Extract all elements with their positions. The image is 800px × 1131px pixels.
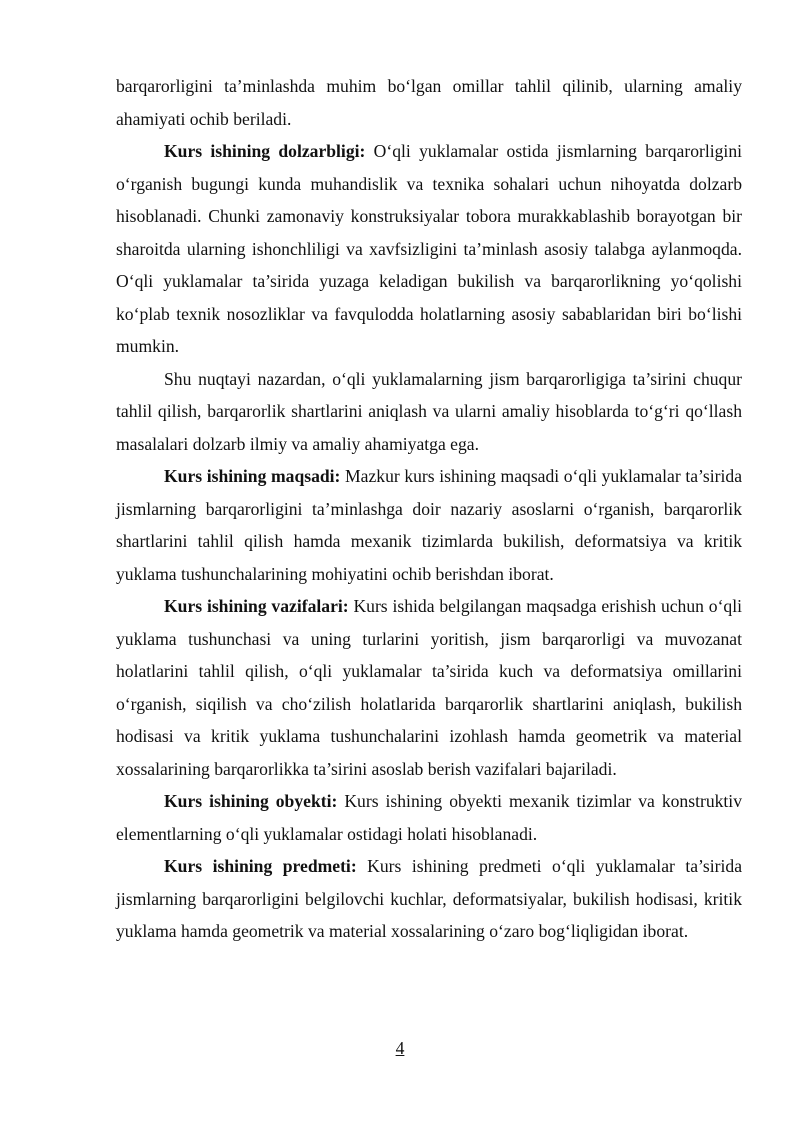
relevance-followup-paragraph (116, 363, 742, 461)
relevance-paragraph (116, 135, 742, 363)
object-text: Kurs ishining obyekti mexanik tizimlar va konstruktiv elementlarning o‘qli yuklamalar ostidagi holati hisoblanadi. (116, 791, 742, 844)
subject-text: Kurs ishining predmeti o‘qli yuklamalar ta’sirida jismlarning barqarorligini belgilovchi kuchlar, deformatsiyalar, bukilish hodisasi, kritik yuklama hamda geometrik va material xossalarining o‘zaro bog‘liqligidan iborat. (116, 856, 743, 941)
relevance-text: O‘qli yuklamalar ostida jismlarning barqarorligini o‘rganish bugungi kunda muhandislik va texnika sohalari uchun nihoyatda dolzarb hisoblanadi. Chunki zamonaviy konstruksiyalar tobora murakkablashib borayotgan bir sharoitda ularning ishonchliligi va xavfsizligini ta’minlash asosiy talabga aylanmoqda. O‘qli yuklamalar ta’sirida yuzaga keladigan bukilish va barqarorlikning yo‘qolishi ko‘plab texnik nosozliklar va favqulodda holatlarning asosiy sabablaridan biri bo‘lishi mumkin. (116, 141, 743, 356)
goal-paragraph (116, 460, 742, 590)
tasks-heading: Kurs ishining vazifalari: (164, 596, 349, 616)
object-heading: Kurs ishining obyekti: (164, 791, 338, 811)
subject-heading: Kurs ishining predmeti: (164, 856, 357, 876)
goal-heading: Kurs ishining maqsadi: (164, 466, 341, 486)
object-paragraph (116, 785, 742, 850)
continuation-paragraph: barqarorligini ta’minlashda muhim bo‘lgan omillar tahlil qilinib, ularning amaliy ahamiyati ochib beriladi. (116, 76, 742, 129)
relevance-heading: Kurs ishining dolzarbligi: (164, 141, 366, 161)
subject-paragraph (116, 850, 742, 948)
page-number (0, 1038, 800, 1059)
page-number-value: 4 (395, 1038, 405, 1058)
document-page (116, 70, 742, 948)
tasks-paragraph (116, 590, 742, 785)
tasks-text: Kurs ishida belgilangan maqsadga erishish uchun o‘qli yuklama tushunchasi va uning turlarini yoritish, jism barqarorligi va muvozanat holatlarini tahlil qilish, o‘qli yuklamalar ta’sirida kuch va deformatsiya omillarini o‘rganish, siqilish va cho‘zilish holatlarida barqarorlik shartlarini aniqlash, bukilish hodisasi va kritik yuklama tushunchalarini izohlash hamda geometrik va material xossalarining barqarorlikka ta’sirini asoslab berish vazifalari bajariladi. (116, 596, 742, 779)
relevance-followup-text: Shu nuqtayi nazardan, o‘qli yuklamalarning jism barqarorligiga ta’sirini chuqur tahlil qilish, barqarorlik shartlarini aniqlash va ularni amaliy hisoblarda to‘g‘ri qo‘llash masalalari dolzarb ilmiy va amaliy ahamiyatga ega. (116, 368, 742, 454)
goal-text: Mazkur kurs ishining maqsadi o‘qli yuklamalar ta’sirida jismlarning barqarorligini ta’minlashga doir nazariy asoslarni o‘rganish, barqarorlik shartlarini tahlil qilish hamda mexanik tizimlarda bukilish, deformatsiya va kritik yuklama tushunchalarining mohiyatini ochib berishdan iborat. (116, 466, 742, 584)
